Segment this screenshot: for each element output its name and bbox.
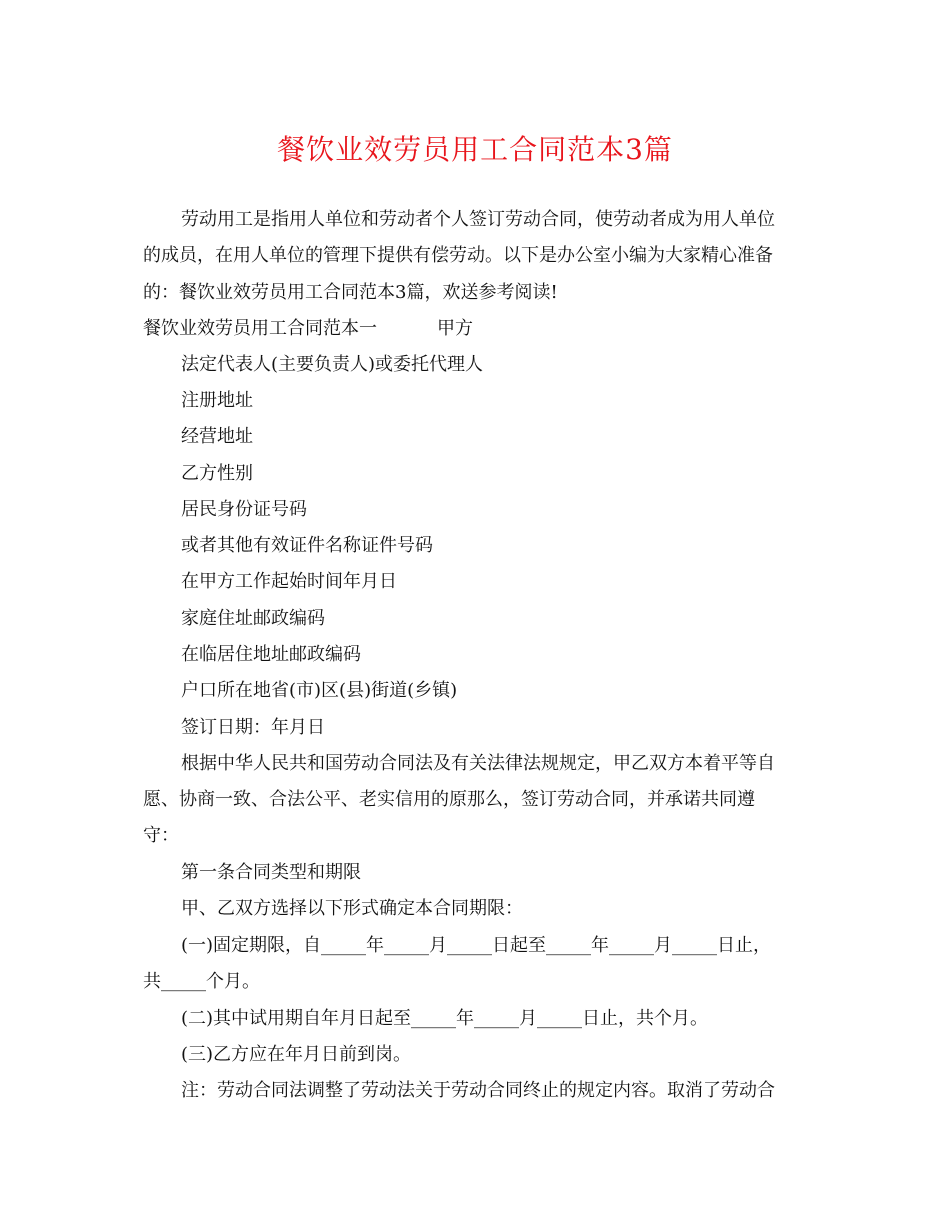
section-heading: 餐饮业效劳员用工合同范本一 (143, 318, 377, 339)
form-field-line: 注册地址 (181, 390, 253, 411)
paragraph-line: 劳动用工是指用人单位和劳动者个人签订劳动合同，使劳动者成为用人单位 (181, 209, 775, 230)
form-field-line: 户口所在地省(市)区(县)街道(乡镇) (181, 680, 458, 701)
paragraph-line: (一)固定期限，自_____年_____月_____日起至_____年_____月_____日止， (181, 935, 772, 956)
form-field-line: 在甲方工作起始时间年月日 (181, 571, 397, 592)
form-field-line: 居民身份证号码 (181, 499, 307, 520)
paragraph-line: 根据中华人民共和国劳动合同法及有关法律法规规定，甲乙双方本着平等自 (181, 753, 775, 774)
document-title: 餐饮业效劳员用工合同范本3篇 (277, 133, 673, 166)
paragraph-line: 共_____个月。 (143, 971, 260, 992)
form-field-line: 家庭住址邮政编码 (181, 608, 325, 629)
form-field-line: 乙方性别 (181, 463, 253, 484)
party-a-label: 甲方 (437, 318, 473, 339)
form-field-line: 经营地址 (181, 426, 253, 447)
form-field-line: 在临居住地址邮政编码 (181, 644, 361, 665)
section-heading-line (143, 316, 473, 342)
paragraph-line: 的：餐饮业效劳员用工合同范本3篇，欢送参考阅读! (143, 282, 558, 303)
form-field-line: 签订日期：年月日 (181, 717, 325, 738)
form-field-line: 或者其他有效证件名称证件号码 (181, 535, 433, 556)
form-field-line: 法定代表人(主要负责人)或委托代理人 (181, 354, 484, 375)
paragraph-line: 的成员，在用人单位的管理下提供有偿劳动。以下是办公室小编为大家精心准备 (143, 245, 773, 266)
paragraph-line: 注：劳动合同法调整了劳动法关于劳动合同终止的规定内容。取消了劳动合 (181, 1080, 775, 1101)
paragraph-line: (三)乙方应在年月日前到岗。 (181, 1044, 412, 1065)
article-heading: 第一条合同类型和期限 (181, 862, 361, 883)
paragraph-line: (二)其中试用期自年月日起至_____年_____月_____日止，共个月。 (181, 1008, 709, 1029)
paragraph-line: 愿、协商一致、合法公平、老实信用的原那么，签订劳动合同，并承诺共同遵 (143, 789, 755, 810)
paragraph-line: 守： (143, 825, 179, 846)
paragraph-line: 甲、乙双方选择以下形式确定本合同期限： (181, 898, 523, 919)
